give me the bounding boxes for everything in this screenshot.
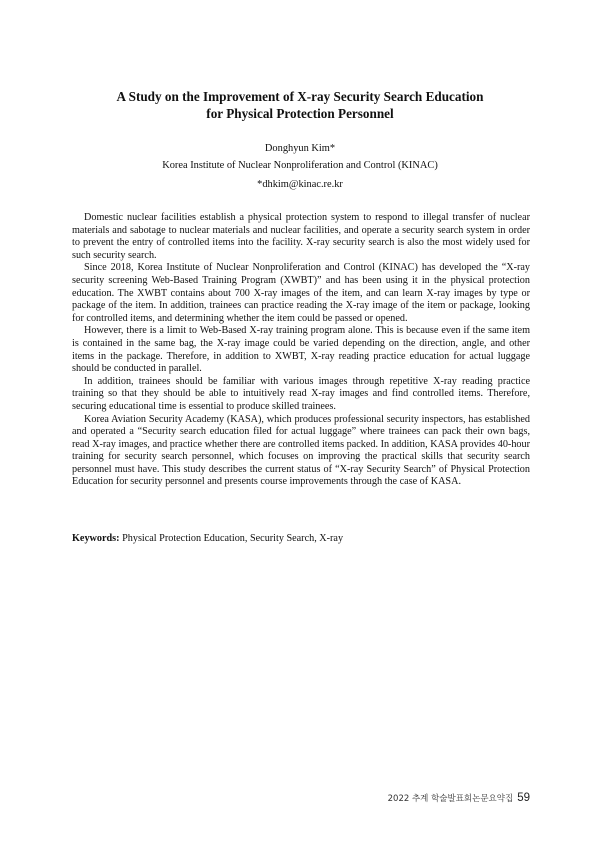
paper-title: [60, 88, 540, 122]
title-line-2: for Physical Protection Personnel: [206, 106, 394, 121]
page-number: 59: [517, 792, 530, 804]
abstract-paragraph-3: However, there is a limit to Web-Based X-ray training program alone. This is because even if the same item is contained in the same bag, the X-ray image could be varied depending on the direction, angle, and other items in the package. Therefore, in addition to XWBT, X-ray reading practice education for actual luggage should be conducted in parallel.: [72, 325, 530, 375]
footer-proceedings-title: 2022 추계 학술발표회논문요약집: [387, 794, 514, 804]
keywords-label: Keywords:: [72, 533, 120, 544]
page-footer: [388, 792, 530, 804]
title-line-1: A Study on the Improvement of X-ray Security Search Education: [116, 89, 484, 104]
keywords-list: Physical Protection Education, Security Search, X-ray: [122, 533, 344, 544]
author-affiliation: Korea Institute of Nuclear Nonproliferation and Control (KINAC): [162, 160, 438, 171]
author-name: Donghyun Kim*: [264, 143, 336, 154]
abstract-paragraph-2: Since 2018, Korea Institute of Nuclear Nonproliferation and Control (KINAC) has developed the “X-ray security screening Web-Based Training Program (XWBT)” and has been using it in the physical protection education. The XWBT contains about 700 X-ray images of the item, and can learn X-ray images by type or package of the item. In addition, trainees can practice reading the X-ray image of the item or package, looking for controlled items, and determining whether the item could be passed or opened.: [72, 262, 530, 324]
keywords: [72, 532, 530, 545]
abstract-paragraph-4: In addition, trainees should be familiar with various images through repetitive X-ray reading practice training so that they should be able to intuitively read X-ray images and find controlled items. Therefore, securing educational time is essential to produce skilled trainees.: [72, 375, 530, 412]
abstract-paragraph-1: Domestic nuclear facilities establish a physical protection system to respond to illegal transfer of nuclear materials and sabotage to nuclear materials and nuclear facilities, and operate a security search system in order to prevent the entry of controlled items into the facility. X-ray security search is also the most widely used for such security search.: [72, 212, 530, 261]
abstract-body: [72, 212, 530, 489]
author-email: *dhkim@kinac.re.kr: [257, 179, 343, 190]
abstract-paragraph-5: Korea Aviation Security Academy (KASA), which produces professional security inspectors, has established and operated a “Security search education filed for actual luggage” where trainees can pack their own bags, read X-ray images, and practice whether there are controlled items packed. In addition, KASA provides 40-hour training for security search personnel, which focuses on improving the practical skills that security search personnel must have. This study describes the current status of “X-ray Security Search” of Physical Protection Education for security personnel and presents course improvements through the case of KASA.: [72, 413, 530, 488]
